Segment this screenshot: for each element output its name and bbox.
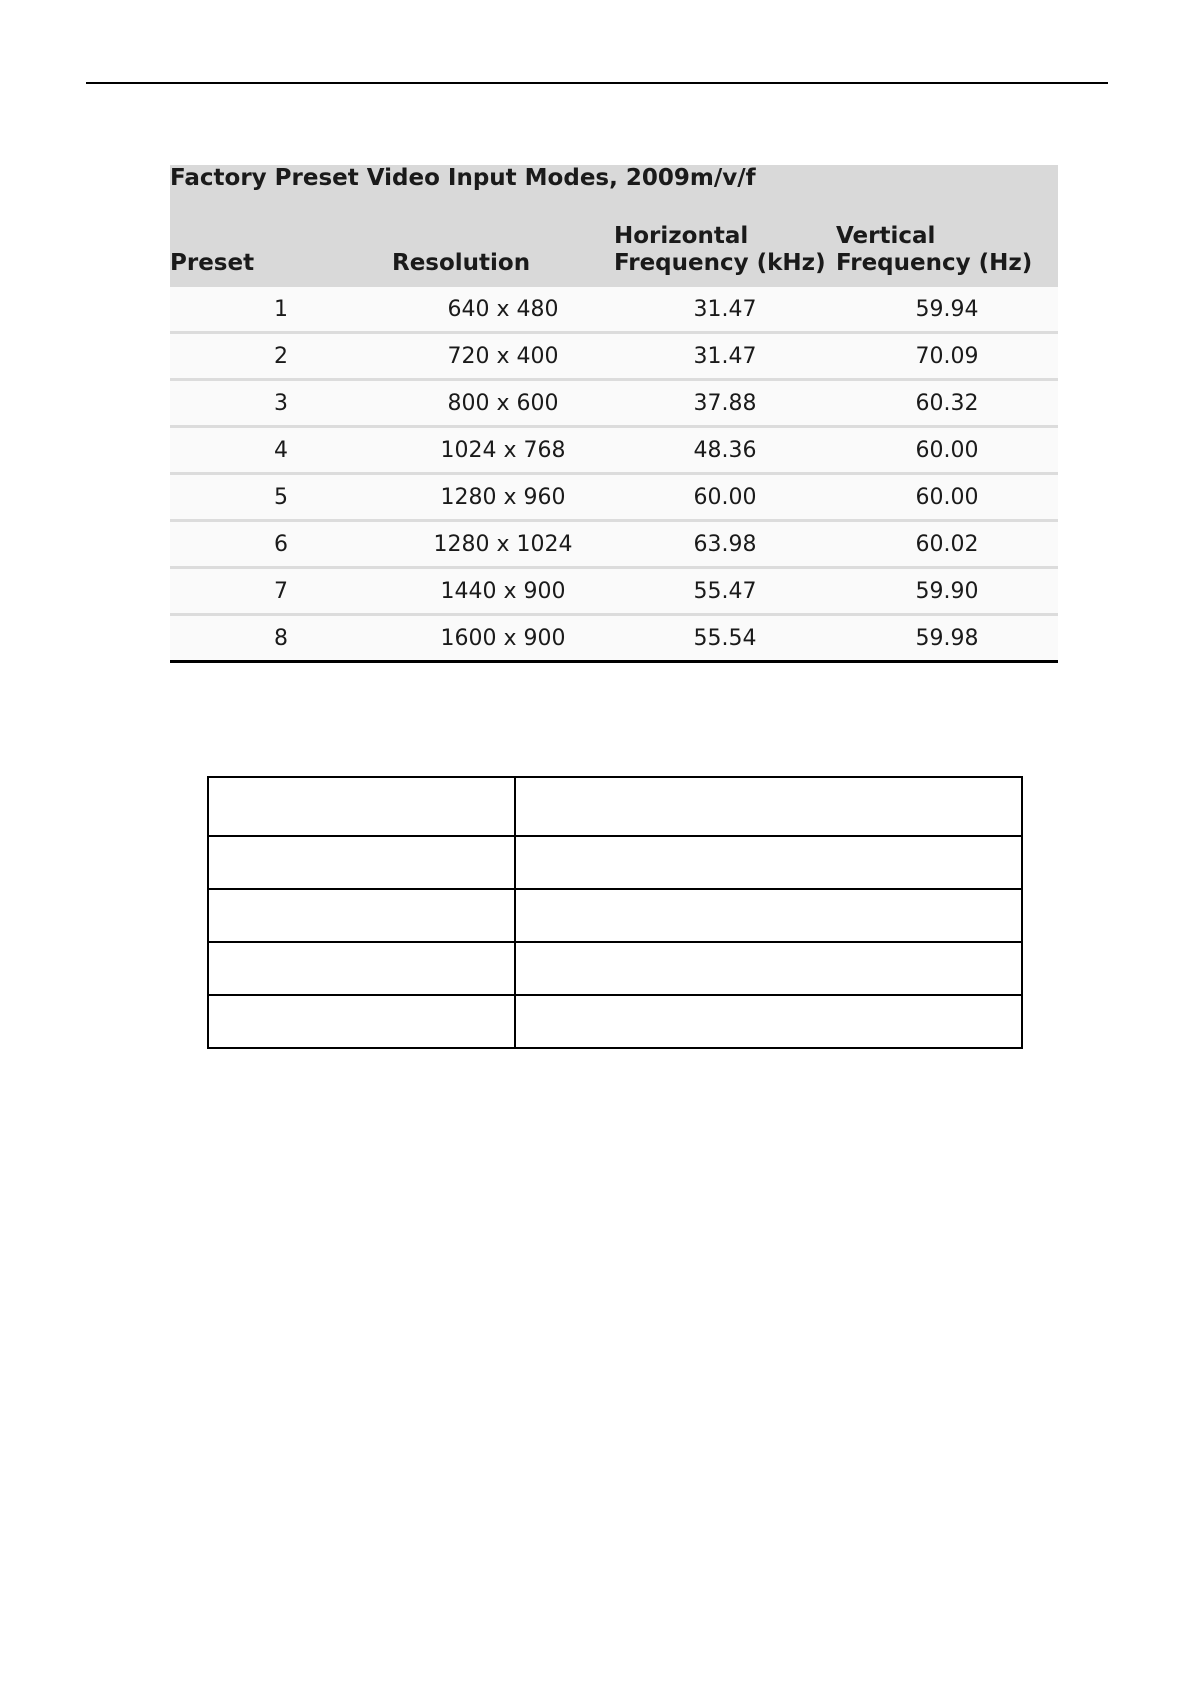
- table-row: [170, 287, 1058, 333]
- empty-grid-table: [207, 776, 1023, 1049]
- cell-vertical: 59.94: [836, 287, 1058, 333]
- header-resolution: Resolution: [392, 199, 614, 287]
- grid-cell: [208, 995, 515, 1048]
- table-row: [170, 615, 1058, 662]
- cell-vertical: 70.09: [836, 333, 1058, 380]
- cell-preset: 3: [170, 380, 392, 427]
- cell-horizontal: 37.88: [614, 380, 836, 427]
- cell-resolution: 800 x 600: [392, 380, 614, 427]
- cell-preset: 1: [170, 287, 392, 333]
- cell-horizontal: 55.54: [614, 615, 836, 662]
- cell-preset: 6: [170, 521, 392, 568]
- cell-resolution: 1280 x 960: [392, 474, 614, 521]
- cell-horizontal: 60.00: [614, 474, 836, 521]
- cell-preset: 7: [170, 568, 392, 615]
- grid-cell: [208, 836, 515, 889]
- grid-row: [208, 889, 1022, 942]
- cell-horizontal: 63.98: [614, 521, 836, 568]
- table-caption-row: [170, 165, 1058, 199]
- cell-resolution: 1280 x 1024: [392, 521, 614, 568]
- table-row: [170, 333, 1058, 380]
- cell-resolution: 720 x 400: [392, 333, 614, 380]
- table-row: [170, 427, 1058, 474]
- factory-preset-modes-table: [170, 165, 1058, 663]
- table-row: [170, 474, 1058, 521]
- cell-horizontal: 48.36: [614, 427, 836, 474]
- cell-vertical: 60.00: [836, 474, 1058, 521]
- grid-cell: [208, 942, 515, 995]
- cell-preset: 8: [170, 615, 392, 662]
- grid-row: [208, 942, 1022, 995]
- cell-horizontal: 31.47: [614, 287, 836, 333]
- cell-preset: 5: [170, 474, 392, 521]
- cell-resolution: 1440 x 900: [392, 568, 614, 615]
- grid-row: [208, 836, 1022, 889]
- grid-cell: [515, 889, 1022, 942]
- cell-resolution: 640 x 480: [392, 287, 614, 333]
- header-horizontal-line2: Frequency (kHz): [614, 250, 826, 276]
- cell-preset: 2: [170, 333, 392, 380]
- table-title: Factory Preset Video Input Modes, 2009m/v/f: [170, 165, 1058, 199]
- grid-cell: [208, 777, 515, 836]
- grid-cell: [515, 836, 1022, 889]
- cell-vertical: 60.02: [836, 521, 1058, 568]
- cell-vertical: 59.98: [836, 615, 1058, 662]
- header-preset: Preset: [170, 199, 392, 287]
- table-header-row: [170, 199, 1058, 287]
- header-horizontal-frequency: [614, 199, 836, 287]
- table-row: [170, 568, 1058, 615]
- table-row: [170, 521, 1058, 568]
- grid-cell: [515, 942, 1022, 995]
- header-vertical-line2: Frequency (Hz): [836, 250, 1033, 276]
- grid-row: [208, 995, 1022, 1048]
- cell-horizontal: 31.47: [614, 333, 836, 380]
- grid-cell: [515, 995, 1022, 1048]
- cell-horizontal: 55.47: [614, 568, 836, 615]
- cell-resolution: 1024 x 768: [392, 427, 614, 474]
- page-top-rule: [86, 82, 1108, 84]
- cell-resolution: 1600 x 900: [392, 615, 614, 662]
- cell-preset: 4: [170, 427, 392, 474]
- grid-cell: [515, 777, 1022, 836]
- header-vertical-line1: Vertical: [836, 223, 936, 249]
- header-horizontal-line1: Horizontal: [614, 223, 749, 249]
- cell-vertical: 60.32: [836, 380, 1058, 427]
- header-vertical-frequency: [836, 199, 1058, 287]
- cell-vertical: 60.00: [836, 427, 1058, 474]
- grid-cell: [208, 889, 515, 942]
- cell-vertical: 59.90: [836, 568, 1058, 615]
- table-row: [170, 380, 1058, 427]
- grid-row: [208, 777, 1022, 836]
